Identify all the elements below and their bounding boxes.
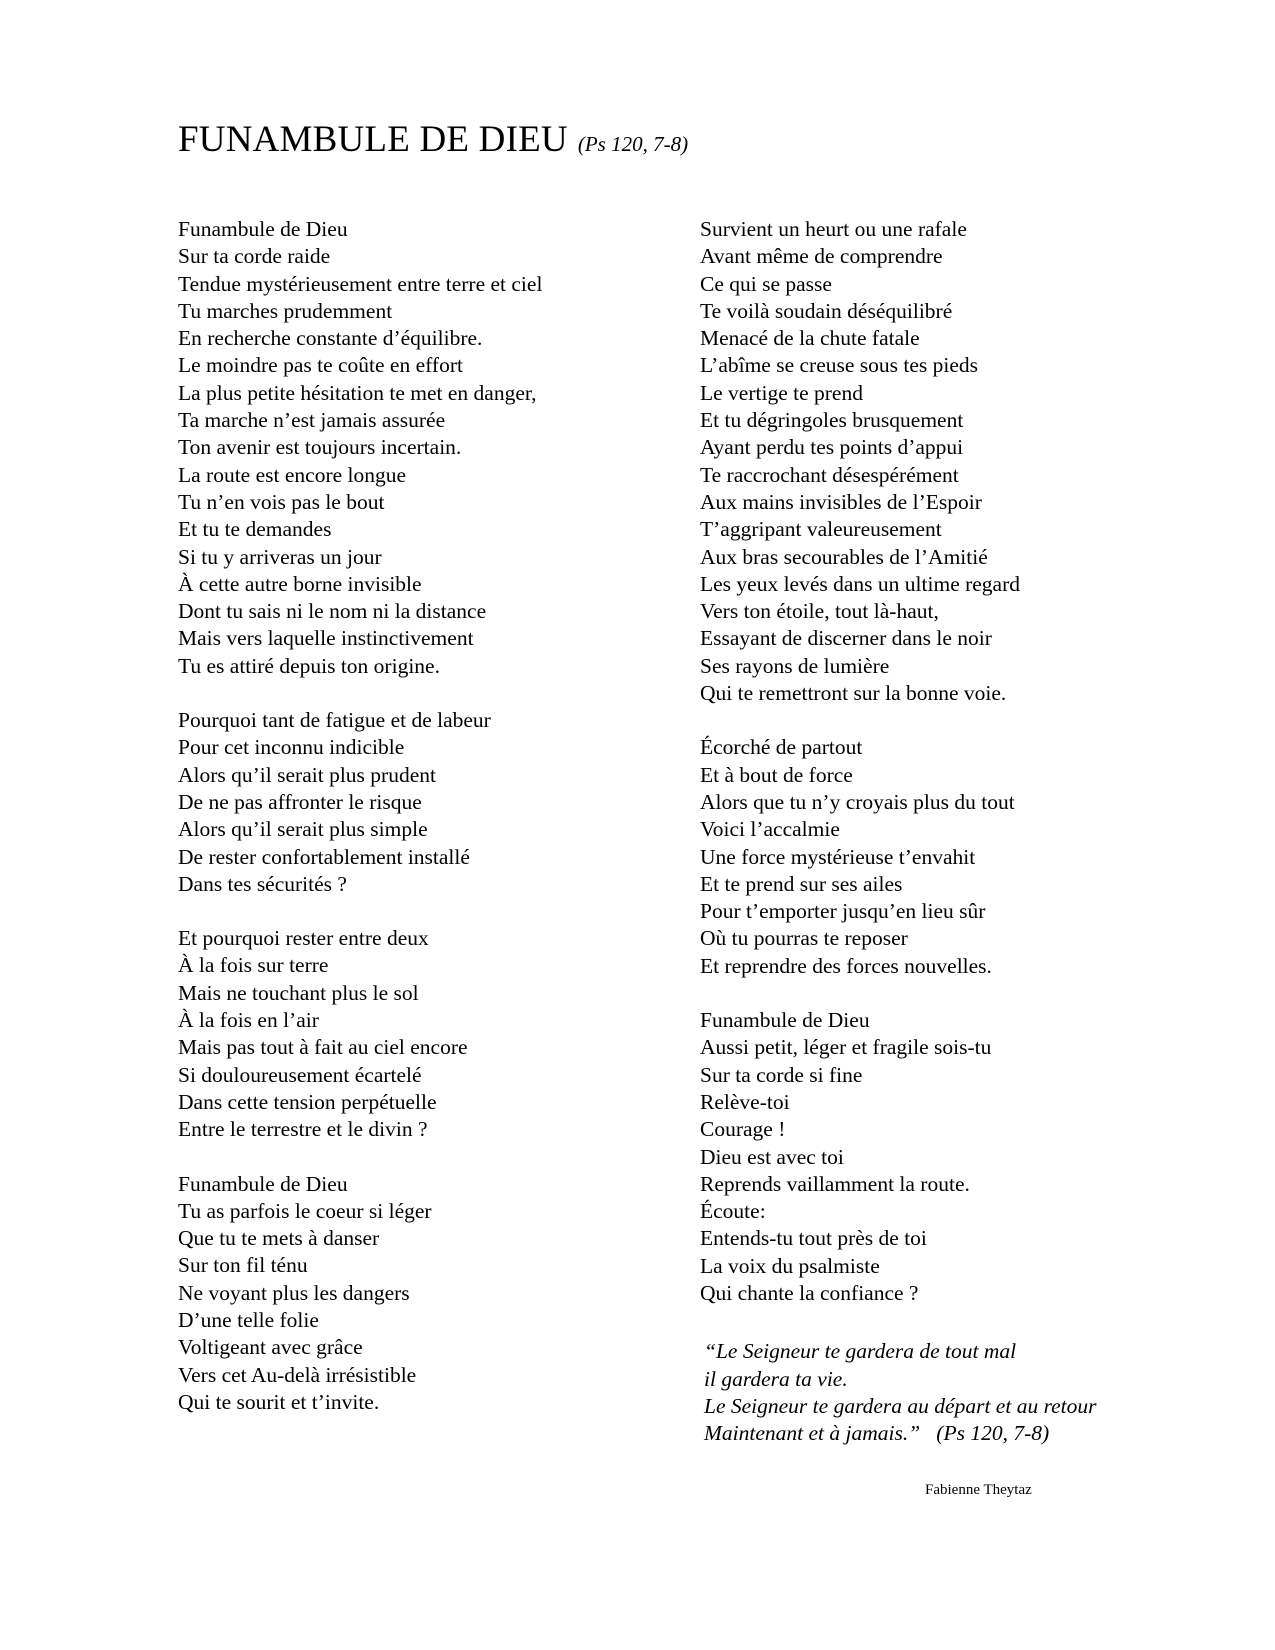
poem-line: La voix du psalmiste <box>700 1253 880 1278</box>
poem-line: La plus petite hésitation te met en danger, <box>178 380 537 405</box>
poem-line: Avant même de comprendre <box>700 244 943 269</box>
poem-line: Vers ton étoile, tout là-haut, <box>700 599 939 624</box>
poem-line: Alors qu’il serait plus prudent <box>178 762 436 787</box>
stanza <box>178 216 678 680</box>
poem-line: Tu as parfois le coeur si léger <box>178 1198 432 1223</box>
stanza <box>178 707 678 898</box>
poem-line: De rester confortablement installé <box>178 844 470 869</box>
poem-line: Le moindre pas te coûte en effort <box>178 353 463 378</box>
quote-line: “Le Seigneur te gardera de tout mal <box>704 1339 1017 1364</box>
poem-line: Alors qu’il serait plus simple <box>178 817 428 842</box>
poem-line: Sur ta corde si fine <box>700 1062 863 1087</box>
poem-line: T’aggripant valeureusement <box>700 517 942 542</box>
poem-line: Entends-tu tout près de toi <box>700 1226 927 1251</box>
poem-line: Tu es attiré depuis ton origine. <box>178 653 440 678</box>
poem-line: Pourquoi tant de fatigue et de labeur <box>178 708 491 733</box>
poem-line: Et pourquoi rester entre deux <box>178 926 429 951</box>
poem-line: Ses rayons de lumière <box>700 653 890 678</box>
poem-line: D’une telle folie <box>178 1307 319 1332</box>
poem-line: Que tu te mets à danser <box>178 1226 380 1251</box>
poem-line: Courage ! <box>700 1117 786 1142</box>
poem-line: Mais vers laquelle instinctivement <box>178 626 474 651</box>
quote-line: il gardera ta vie. <box>704 1366 848 1391</box>
poem-line: Où tu pourras te reposer <box>700 926 908 951</box>
author-name: Fabienne Theytaz <box>925 1482 1032 1498</box>
poem-line: Pour t’emporter jusqu’en lieu sûr <box>700 899 986 924</box>
poem-line: Survient un heurt ou une rafale <box>700 217 967 241</box>
poem-line: À la fois sur terre <box>178 953 329 978</box>
poem-line: L’abîme se creuse sous tes pieds <box>700 353 979 378</box>
poem-line: Entre le terrestre et le divin ? <box>178 1117 428 1142</box>
poem-line: Et reprendre des forces nouvelles. <box>700 953 992 978</box>
poem-line: Pour cet inconnu indicible <box>178 735 405 760</box>
poem-line: Mais ne touchant plus le sol <box>178 980 419 1005</box>
poem-line: Aux bras secourables de l’Amitié <box>700 544 988 569</box>
poem-line: Écorché de partout <box>700 735 863 760</box>
poem-line: Écoute: <box>700 1199 766 1224</box>
poem-left-column <box>178 216 678 1416</box>
poem-line: Et tu te demandes <box>178 517 332 542</box>
poem-line: Si tu y arriveras un jour <box>178 544 382 569</box>
poem-line: Vers cet Au-delà irrésistible <box>178 1362 417 1387</box>
poem-line: Relève-toi <box>700 1089 790 1114</box>
poem-line: Dans tes sécurités ? <box>178 871 347 896</box>
poem-line: Qui te remettront sur la bonne voie. <box>700 681 1007 706</box>
poem-line: Ayant perdu tes points d’appui <box>700 435 964 460</box>
poem-line: Et à bout de force <box>700 762 853 787</box>
page-title <box>178 118 688 161</box>
poem-right-column <box>700 216 1100 1447</box>
poem-line: Ton avenir est toujours incertain. <box>178 435 462 460</box>
quote-line: Le Seigneur te gardera au départ et au retour <box>704 1393 1097 1418</box>
poem-line: Funambule de Dieu <box>178 1171 348 1196</box>
poem-line: Qui chante la confiance ? <box>700 1280 919 1305</box>
poem-line: À la fois en l’air <box>178 1008 319 1033</box>
poem-line: Funambule de Dieu <box>700 1008 870 1033</box>
poem-line: Et te prend sur ses ailes <box>700 871 903 896</box>
poem-line: De ne pas affronter le risque <box>178 789 422 814</box>
poem-line: Alors que tu n’y croyais plus du tout <box>700 789 1015 814</box>
poem-line: Tendue mystérieusement entre terre et ciel <box>178 271 543 296</box>
poem-line: La route est encore longue <box>178 462 407 487</box>
poem-line: Reprends vaillamment la route. <box>700 1171 970 1196</box>
poem-line: Ne voyant plus les dangers <box>178 1280 410 1305</box>
poem-line: Te raccrochant désespérément <box>700 462 959 487</box>
poem-line: Dieu est avec toi <box>700 1144 844 1169</box>
poem-line: Voici l’accalmie <box>700 817 840 842</box>
stanza <box>700 734 1100 980</box>
poem-line: Voltigeant avec grâce <box>178 1335 363 1360</box>
poem-line: Te voilà soudain déséquilibré <box>700 298 953 323</box>
poem-line: Aussi petit, léger et fragile sois-tu <box>700 1035 992 1060</box>
poem-title-reference: (Ps 120, 7-8) <box>577 132 689 156</box>
poem-line: Essayant de discerner dans le noir <box>700 626 992 651</box>
poem-line: Qui te sourit et t’invite. <box>178 1389 380 1414</box>
poem-line: Les yeux levés dans un ultime regard <box>700 571 1021 596</box>
poem-line: Sur ton fil ténu <box>178 1253 308 1278</box>
poem-line: Et tu dégringoles brusquement <box>700 408 964 433</box>
poem-line: Dont tu sais ni le nom ni la distance <box>178 599 487 624</box>
poem-line: Dans cette tension perpétuelle <box>178 1089 437 1114</box>
poem-line: Une force mystérieuse t’envahit <box>700 844 976 869</box>
poem-line: Tu marches prudemment <box>178 298 393 323</box>
poem-line: Si douloureusement écartelé <box>178 1062 422 1087</box>
poem-title: FUNAMBULE DE DIEU <box>178 119 568 160</box>
scripture-quote <box>700 1338 1100 1447</box>
poem-line: Funambule de Dieu <box>178 217 348 241</box>
poem-line: Aux mains invisibles de l’Espoir <box>700 489 982 514</box>
poem-line: Tu n’en vois pas le bout <box>178 489 385 514</box>
stanza <box>700 216 1100 707</box>
poem-line: Ce qui se passe <box>700 271 832 296</box>
poem-line: Sur ta corde raide <box>178 244 331 269</box>
poem-line: Menacé de la chute fatale <box>700 326 920 351</box>
poem-line: Ta marche n’est jamais assurée <box>178 408 446 433</box>
stanza <box>178 1171 678 1417</box>
stanza <box>700 1007 1100 1307</box>
poem-line: Le vertige te prend <box>700 380 863 405</box>
poem-line: À cette autre borne invisible <box>178 571 422 596</box>
poem-line: Mais pas tout à fait au ciel encore <box>178 1035 468 1060</box>
poem-line: En recherche constante d’équilibre. <box>178 326 483 351</box>
quote-line: Maintenant et à jamais.” (Ps 120, 7-8) <box>704 1421 1050 1446</box>
stanza <box>178 925 678 1143</box>
